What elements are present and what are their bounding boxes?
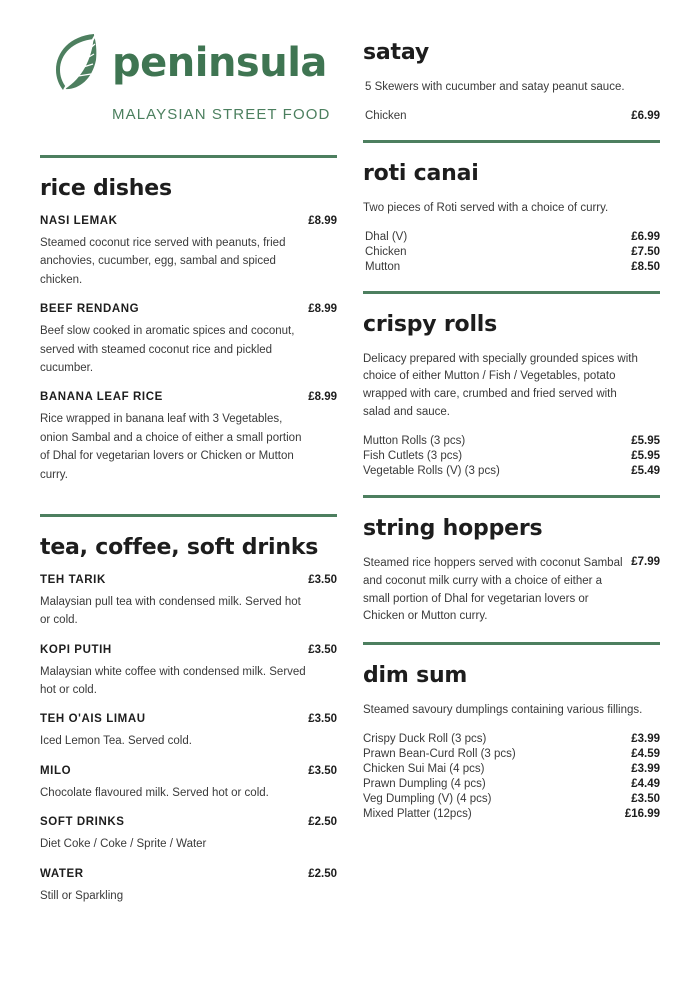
left-column (40, 22, 337, 970)
price-line-label: Fish Cutlets (3 pcs) (363, 450, 463, 463)
price-line-value: £5.95 (631, 450, 660, 463)
price-line (363, 260, 660, 275)
price-line-value: £5.95 (631, 435, 660, 448)
price-line-label: Chicken (365, 110, 407, 123)
menu-item-description: Still or Sparkling (40, 889, 124, 902)
menu-item-description: Rice wrapped in banana leaf with 3 Vegetables, onion Sambal and a choice of either a small portion of Dhal for vegetarian lovers or Chicken or Mutton curry. (40, 413, 302, 481)
divider (363, 642, 660, 645)
price-line (363, 109, 660, 124)
price-line-label: Veg Dumpling (V) (4 pcs) (363, 793, 492, 806)
right-column (363, 22, 660, 970)
section-title: string hoppers (363, 515, 543, 541)
section-description: Steamed savoury dumplings containing various fillings. (363, 704, 643, 717)
menu-item-name: TEH TARIK (40, 573, 106, 586)
menu-item-head (40, 816, 337, 828)
brand-name: peninsula (112, 40, 327, 86)
menu-item-head (40, 713, 337, 725)
price-line-value: £16.99 (624, 808, 660, 821)
menu-item (40, 816, 337, 853)
menu-item-price: £2.50 (308, 867, 337, 880)
divider (363, 140, 660, 143)
brand-logo (40, 22, 337, 123)
menu-item-description: Beef slow cooked in aromatic spices and coconut, served with steamed coconut rice and pickled cucumber. (40, 325, 295, 374)
menu-item-price: £8.99 (308, 215, 337, 227)
divider (363, 495, 660, 498)
menu-item-head (40, 215, 337, 227)
menu-item-price: £3.50 (308, 643, 337, 656)
menu-item-description: Malaysian pull tea with condensed milk. Served hot or cold. (40, 595, 301, 627)
menu-item-price: £3.50 (308, 573, 337, 586)
menu-item-head (40, 765, 337, 777)
price-line-label: Mutton (365, 261, 401, 274)
price-line (363, 807, 660, 822)
price-list (363, 434, 660, 479)
brand-tagline: MALAYSIAN STREET FOOD (112, 106, 331, 123)
menu-item-name: BANANA LEAF RICE (40, 391, 163, 404)
menu-item-head (40, 868, 337, 880)
section-title: satay (363, 40, 429, 65)
logo-row (50, 30, 327, 96)
price-line-value: £4.59 (631, 748, 660, 761)
menu-item-price: £8.99 (308, 391, 337, 404)
menu-item-name: KOPI PUTIH (40, 643, 112, 656)
price-line-label: Prawn Dumpling (4 pcs) (363, 778, 486, 791)
divider (40, 514, 337, 517)
section-title: rice dishes (40, 176, 172, 201)
price-line-value: £3.99 (631, 763, 660, 776)
price-line (363, 762, 660, 777)
section-description-row (363, 555, 660, 626)
price-line-label: Crispy Duck Roll (3 pcs) (363, 733, 487, 746)
menu-item-price: £3.50 (308, 713, 337, 726)
price-line-value: £3.50 (631, 793, 660, 806)
section-price: £7.99 (631, 555, 660, 568)
section-description: 5 Skewers with cucumber and satay peanut sauce. (365, 81, 625, 93)
menu-item (40, 391, 337, 484)
menu-item-description: Iced Lemon Tea. Served cold. (40, 735, 192, 748)
menu-item-name: BEEF RENDANG (40, 303, 140, 316)
divider (363, 291, 660, 294)
price-line-value: £6.99 (631, 110, 660, 123)
section-description: Two pieces of Roti served with a choice of curry. (363, 201, 609, 214)
price-line-label: Vegetable Rolls (V) (3 pcs) (363, 465, 500, 478)
menu-item-price: £8.99 (308, 303, 337, 316)
price-line-label: Mutton Rolls (3 pcs) (363, 435, 466, 448)
price-line (363, 792, 660, 807)
section-rice-dishes (40, 172, 337, 498)
section-description: Delicacy prepared with specially grounded spices with choice of either Mutton / Fish / Vegetables, potato wrapped with care, crumbed and fried served with salad and sauce. (363, 352, 638, 419)
section-title: tea, coffee, soft drinks (40, 534, 319, 560)
section-string-hoppers (363, 512, 660, 626)
menu-item-description: Steamed coconut rice served with peanuts, fried anchovies, cucumber, egg, sambal and spiced chicken. (40, 237, 286, 286)
price-list (363, 732, 660, 822)
menu-item (40, 644, 337, 700)
section-crispy-rolls (363, 308, 660, 479)
menu-item-head (40, 574, 337, 586)
price-line (363, 230, 660, 245)
menu-item (40, 303, 337, 377)
section-title: dim sum (363, 663, 468, 689)
section-title: roti canai (363, 160, 479, 186)
menu-item-name: MILO (40, 764, 72, 777)
price-line-label: Mixed Platter (12pcs) (363, 808, 472, 821)
menu-item-head (40, 391, 337, 403)
menu-item-price: £2.50 (308, 816, 337, 829)
price-line-label: Chicken Sui Mai (4 pcs) (363, 763, 485, 776)
menu-item-description: Diet Coke / Coke / Sprite / Water (40, 838, 207, 851)
section-description: Steamed rice hoppers served with coconut Sambal and coconut milk curry with a choice of either a small portion of Dhal for vegetarian lovers or Chicken or Mutton curry. (363, 556, 623, 623)
section-title: crispy rolls (363, 311, 498, 337)
menu-item-name: SOFT DRINKS (40, 816, 125, 829)
section-roti-canai (363, 157, 660, 275)
menu-item (40, 765, 337, 802)
price-line (363, 747, 660, 762)
menu-item-name: WATER (40, 867, 84, 880)
price-line-value: £3.99 (631, 733, 660, 746)
menu-item (40, 713, 337, 750)
section-tea-coffee-soft-drinks (40, 531, 337, 919)
price-line (363, 434, 660, 449)
divider (40, 155, 337, 158)
price-line (363, 732, 660, 747)
menu-item (40, 868, 337, 905)
menu-item-head (40, 644, 337, 656)
menu-item-price: £3.50 (308, 764, 337, 777)
menu-item-name: NASI LEMAK (40, 215, 118, 227)
price-line-value: £7.50 (631, 246, 660, 259)
section-satay (363, 36, 660, 124)
menu-item-name: TEH O'AIS LIMAU (40, 713, 146, 726)
menu-item (40, 574, 337, 630)
menu-item (40, 215, 337, 289)
price-line-value: £6.99 (631, 231, 660, 244)
price-line-value: £8.50 (631, 261, 660, 274)
menu-item-description: Chocolate flavoured milk. Served hot or cold. (40, 786, 269, 799)
section-dim-sum (363, 659, 660, 822)
price-line (363, 464, 660, 479)
price-line (363, 245, 660, 260)
price-list (363, 109, 660, 124)
menu-item-head (40, 303, 337, 315)
price-line-label: Dhal (V) (365, 231, 408, 244)
menu-item-description: Malaysian white coffee with condensed milk. Served hot or cold. (40, 665, 306, 697)
price-line (363, 777, 660, 792)
price-line (363, 449, 660, 464)
leaf-icon (50, 30, 102, 96)
price-line-value: £4.49 (631, 778, 660, 791)
price-line-value: £5.49 (631, 465, 660, 478)
price-list (363, 230, 660, 275)
price-line-label: Chicken (365, 246, 407, 259)
price-line-label: Prawn Bean-Curd Roll (3 pcs) (363, 748, 516, 761)
